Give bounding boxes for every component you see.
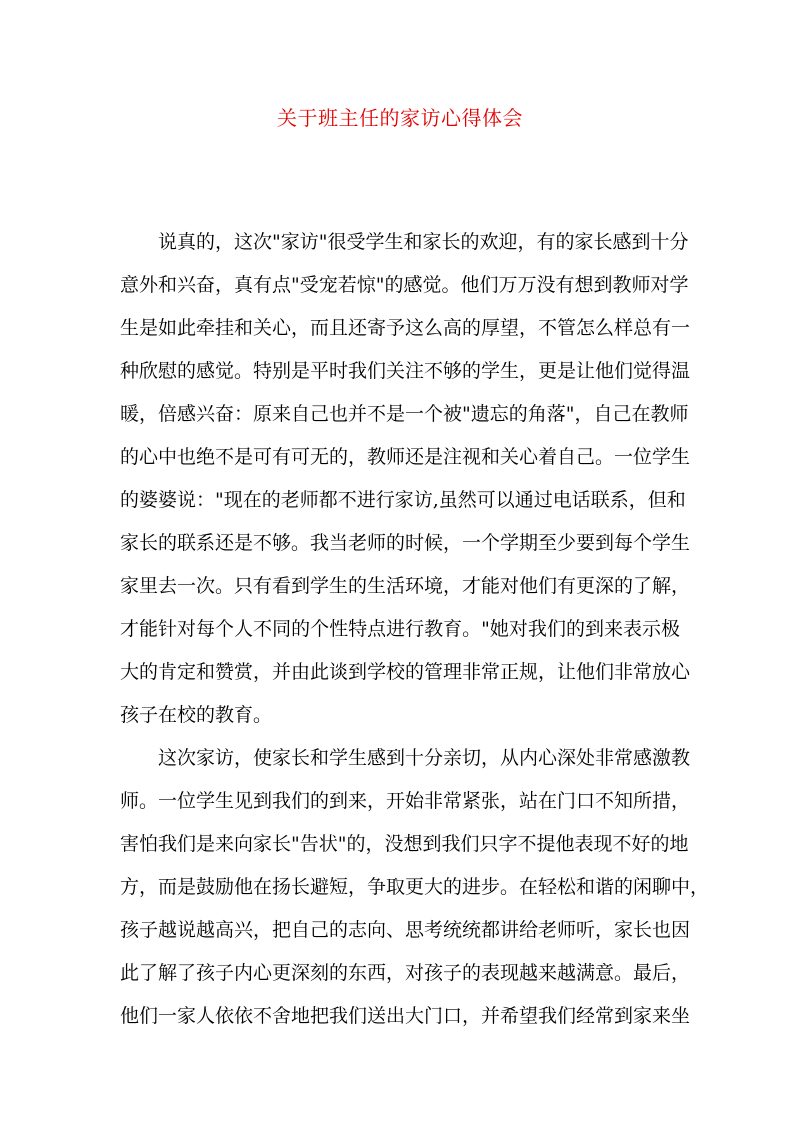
- paragraph-1-line-3: 生是如此牵挂和关心，而且还寄予这么高的厚望，不管怎么样总有一: [120, 317, 691, 339]
- paragraph-1-line-4: 种欣慰的感觉。特别是平时我们关注不够的学生，更是让他们觉得温: [120, 360, 691, 382]
- paragraph-1-line-1: 说真的，这次"家访"很受学生和家长的欢迎，有的家长感到十分: [158, 231, 689, 253]
- paragraph-1-line-12: 孩子在校的教育。: [120, 704, 273, 726]
- paragraph-2-line-2: 师。一位学生见到我们的到来，开始非常紧张，站在门口不知所措，: [120, 790, 691, 812]
- paragraph-2-line-3: 害怕我们是来向家长"告状"的，没想到我们只字不提他表现不好的地: [120, 833, 689, 855]
- paragraph-1-line-9: 家里去一次。只有看到学生的生活环境，才能对他们有更深的了解，: [120, 575, 691, 597]
- paragraph-2-line-5: 孩子越说越高兴，把自己的志向、思考统统都讲给老师听，家长也因: [120, 919, 691, 941]
- paragraph-2-line-1: 这次家访，使家长和学生感到十分亲切，从内心深处非常感激教: [158, 747, 691, 769]
- paragraph-2-line-7: 他们一家人依依不舍地把我们送出大门口，并希望我们经常到家来坐: [120, 1005, 691, 1027]
- paragraph-1-line-11: 大的肯定和赞赏，并由此谈到学校的管理非常正规，让他们非常放心: [120, 661, 691, 683]
- paragraph-1-line-8: 家长的联系还是不够。我当老师的时候，一个学期至少要到每个学生: [120, 532, 691, 554]
- paragraph-1-line-5: 暖，倍感兴奋：原来自己也并不是一个被"遗忘的角落"，自己在教师: [120, 403, 689, 425]
- paragraph-2-line-6: 此了解了孩子内心更深刻的东西，对孩子的表现越来越满意。最后，: [120, 962, 691, 984]
- document-title: 关于班主任的家访心得体会: [277, 106, 523, 130]
- paragraph-2-line-4: 方，而是鼓励他在扬长避短，争取更大的进步。在轻松和谐的闲聊中，: [120, 876, 710, 898]
- paragraph-1-line-2: 意外和兴奋，真有点"受宠若惊"的感觉。他们万万没有想到教师对学: [120, 274, 689, 296]
- paragraph-1-line-6: 的心中也绝不是可有可无的，教师还是注视和关心着自己。一位学生: [120, 446, 691, 468]
- paragraph-1-line-7: 的婆婆说："现在的老师都不进行家访,虽然可以通过电话联系，但和: [120, 489, 686, 511]
- paragraph-1-line-10: 才能针对每个人不同的个性特点进行教育。"她对我们的到来表示极: [120, 618, 680, 640]
